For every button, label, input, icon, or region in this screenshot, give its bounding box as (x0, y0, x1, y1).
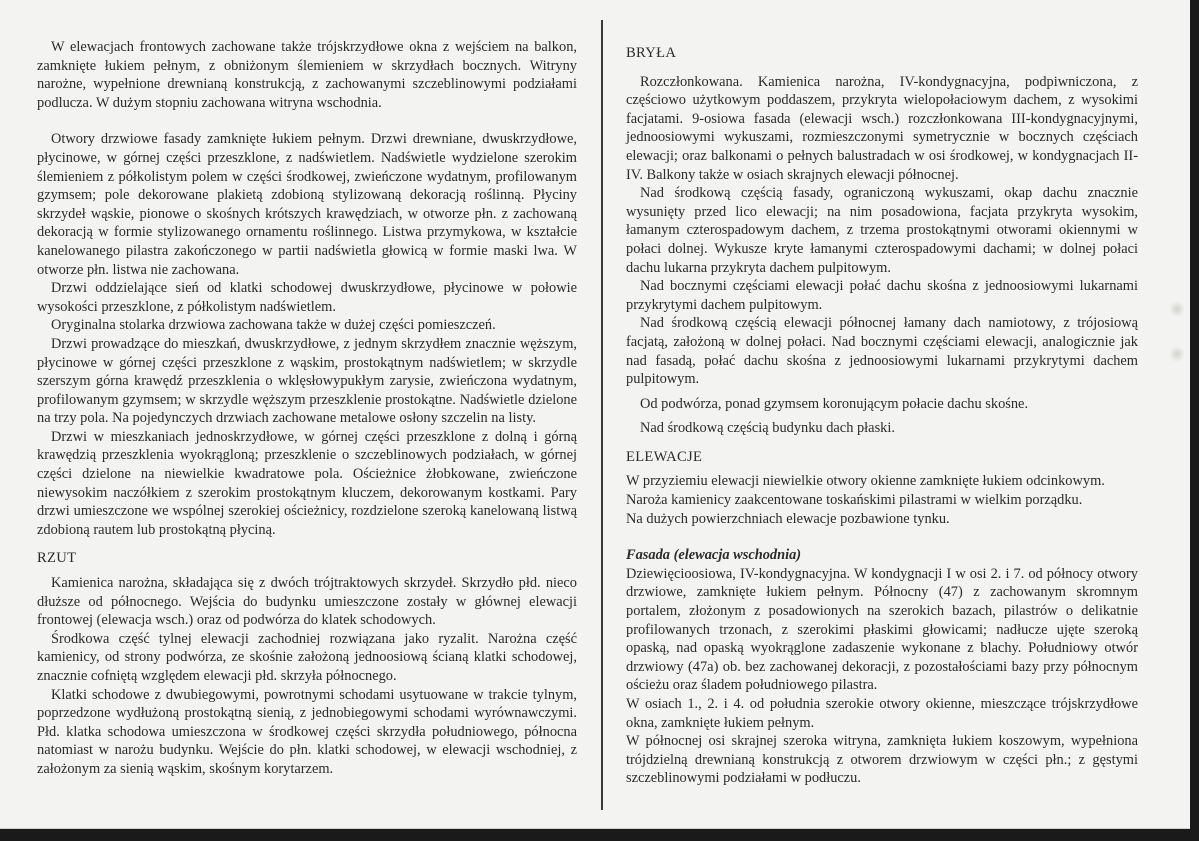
paragraph-facade-windows: W osiach 1., 2. i 4. od południa szerokie otwory okienne, mieszczące trójskrzydłowe okna, zamknięte łukiem pełnym. (626, 696, 1138, 731)
paragraph-flat-roof: Nad środkową częścią budynku dach płaski. (640, 420, 895, 437)
subheading-fasada: Fasada (elewacja wschodnia) (626, 547, 802, 564)
paragraph-courtyard-roof: Od podwórza, ponad gzymsem koronującym połacie dachu skośne. (640, 395, 1029, 412)
paragraph-plan-rear-elevation: Środkowa część tylnej elewacji zachodniej rozwiązana jako ryzalit. Narożna część kamienicy, od strony podwórza, ze skośnie założoną jednoosiową ścianą klatki schodowej, znacznie cofniętą względem elewacji płd. skrzyła północnego. (37, 630, 577, 684)
scan-smudge (1170, 300, 1184, 318)
paragraph-plan-staircases: Klatki schodowe z dwubiegowymi, powrotnymi schodami usytuowane w trakcie tylnym, poprzedzone wydłużoną prostokątną sienią, z jednobiegowymi schodami wyrównawczymi. Płd. klatka schodowa umieszczona w środkowej części skrzydła południowego, północna natomiast w narożu budynku. Wejście do płn. klatki schodowej, w elewacji wschodniej, z założonym za sienią wąskim, skośnym korytarzem. (37, 686, 577, 777)
paragraph-apartment-entry-doors: Drzwi prowadzące do mieszkań, dwuskrzydłowe, z jednym skrzydłem znacznie węższym, płycinowe w górnej części przeszklone z wąskim, prostokątnym nadświetlem; w skrzydle szerszym górna krawędź przeszklenia o wklęsłowypukłym zarysie, zwieńczona wydatnym, profilowanym gzymsem; w skrzydle węższym przeszklenie prostokątne. Nadświetle dzielone na trzy pola. Na pojedynczych drzwiach zachowane metalowe osłony szczelin na listy. (37, 335, 577, 427)
heading-bryla: BRYŁA (626, 45, 677, 61)
paragraph-plan-corner-building: Kamienica narożna, składająca się z dwóch trójtraktowych skrzydeł. Skrzydło płd. nieco dłuższe od północnego. Wejścia do budynku umieszczone zostały w głównej elewacji frontowej (elewacja wsch.) oraz od podwórza do klatek schodowych. (37, 575, 577, 629)
paragraph-facade-description: Dziewięcioosiowa, IV-kondygnacyjna. W kondygnacji I w osi 2. i 7. od północy otwory drzwiowe, zamknięte łukiem pełnym. Północny (47) z zachowanym skromnym portalem, złożonym z posadowionych na szerokich bazach, pilastrów o delikatnie profilowanych trzonach, z szerokimi płaskimi głowicami; nadłucze ujęte szeroką opaską, nad opaską wyokrąglone zadaszenie wykonane z blachy. Południowy otwór drzwiowy (47a) ob. bez zachowanej dekoracji, z pozostałościami bazy przy północnym ościeżu oraz śladem południowego pilastra. (626, 565, 1138, 694)
paragraph-side-roof: Nad bocznymi częściami elewacji połać dachu skośna z jednoosiowymi lukarnami przykrytymi dachem pulpitowym. (626, 278, 1138, 313)
paragraph-corner-pilasters: Naroża kamienicy zaakcentowane toskańskimi pilastrami w wielkim porządku. (626, 492, 1083, 509)
paragraph-original-joinery: Oryginalna stolarka drzwiowa zachowana także w dużej części pomieszczeń. (51, 317, 496, 334)
column-divider (601, 20, 603, 810)
paragraph-door-openings: Otwory drzwiowe fasady zamknięte łukiem pełnym. Drzwi drewniane, dwuskrzydłowe, płycinowe, w górnej części przeszklone, z nadświetlem. Nadświetle wydzielone szerokim ślemieniem z półkolistym polem w części środkowej, zwieńczone wydatnym, profilowanym gzymsem; pole dekorowane plakietą zdobioną stylizowaną dekoracją roślinną. Płyciny skrzydeł wąskie, pionowe o skośnych krótszych krawędziach, w otworze płn. z zachowaną dekoracją w formie stylizowanego ornamentu roślinnego. Listwa przymykowa, w kształcie kanelowanego pilastra zakończonego w partii nadświetla głowicą w formie maski lwa. W otworze płn. listwa nie zachowana. (37, 131, 577, 278)
paragraph-facade-shopfront: W północnej osi skrajnej szeroka witryna, zamknięta łukiem koszowym, wypełniona trójdzielną drewnianą konstrukcją z otworem drzwiowym w części płn.; z gęstymi szczeblinowymi podziałami w podłuczu. (626, 733, 1138, 787)
right-column (626, 44, 1138, 788)
paragraph-no-plaster: Na dużych powierzchniach elewacje pozbawione tynku. (626, 510, 950, 527)
heading-elewacje: ELEWACJE (626, 448, 703, 465)
paragraph-massing: Rozczłonkowana. Kamienica narożna, IV-kondygnacyjna, podpiwniczona, z częściowo użytkowym poddaszem, przykryta wielopołaciowym dachem, z wysokimi facjatami. 9-osiowa fasada (elewacji wsch.) rozczłonkowana III-kondygnacyjnymi, jednoosiowymi wykuszami, rozmieszczonymi symetrycznie w bocznych częściach elewacji; oraz balkonami o pełnych balustradach w osi środkowej, w kondygnacjach II-IV. Balkony także w osiach skrajnych elewacji północnej. (626, 73, 1138, 183)
paragraph-central-roof: Nad środkową częścią fasady, ograniczoną wykuszami, okap dachu znacznie wysunięty przed lico elewacji; na nim posadowiona, facjata przykryta wysokim, łamanym czterospadowym dachem, z trzema prostokątnymi otworami okiennymi w połaci dolnej. Wykusze kryte łamanymi czterospadowymi dachami; w dolnej połaci dachu lukarna przykryta dachem pulpitowym. (626, 185, 1138, 276)
paragraph-ground-floor-windows: W przyziemiu elewacji niewielkie otwory okienne zamknięte łukiem odcinkowym. (626, 473, 1105, 490)
paragraph-north-roof: Nad środkową częścią elewacji północnej łamany dach namiotowy, z trójosiową facjatą, założoną w dolnej połaci. Nad bocznymi częściami elewacji, analogicznie jak nad fasadą, połać dachu skośna z jednoosiowymi lukarnami przykrytymi dachem pulpitowym. (626, 315, 1138, 388)
left-column (37, 38, 577, 779)
paragraph-windows: W elewacjach frontowych zachowane także trójskrzydłowe okna z wejściem na balkon, zamknięte łukiem pełnym, z obniżonym ślemieniem w skrzydłach bocznych. Witryny narożne, wypełnione drewnianą konstrukcją, z zachowanymi szczeblinowymi podziałami podlucza. W dużym stopniu zachowana witryna wschodnia. (37, 39, 577, 111)
paragraph-hall-doors: Drzwi oddzielające sień od klatki schodowej dwuskrzydłowe, płycinowe w połowie wysokości przeszklone, z półkolistym nadświetlem. (37, 280, 577, 315)
heading-rzut: RZUT (37, 550, 77, 567)
scan-smudge (1170, 345, 1184, 363)
paragraph-interior-doors: Drzwi w mieszkaniach jednoskrzydłowe, w górnej części przeszklone z dolną i górną krawędzią przeszklenia wyokrągloną; przeszklenie o szczeblinowych podziałach, w górnej części dzielone na niewielkie kwadratowe pola. Ościeżnice żłobkowane, zwieńczone niewysokim naczółkiem z szerokim prostokątnym kluczem, dekorowanym kostkami. Pary drzwi umieszczone we wspólnej szerokiej ościeżnicy, rozdzielone szeroką kanelowaną listwą zdobioną rautem lub prostokątną płyciną. (37, 428, 577, 538)
